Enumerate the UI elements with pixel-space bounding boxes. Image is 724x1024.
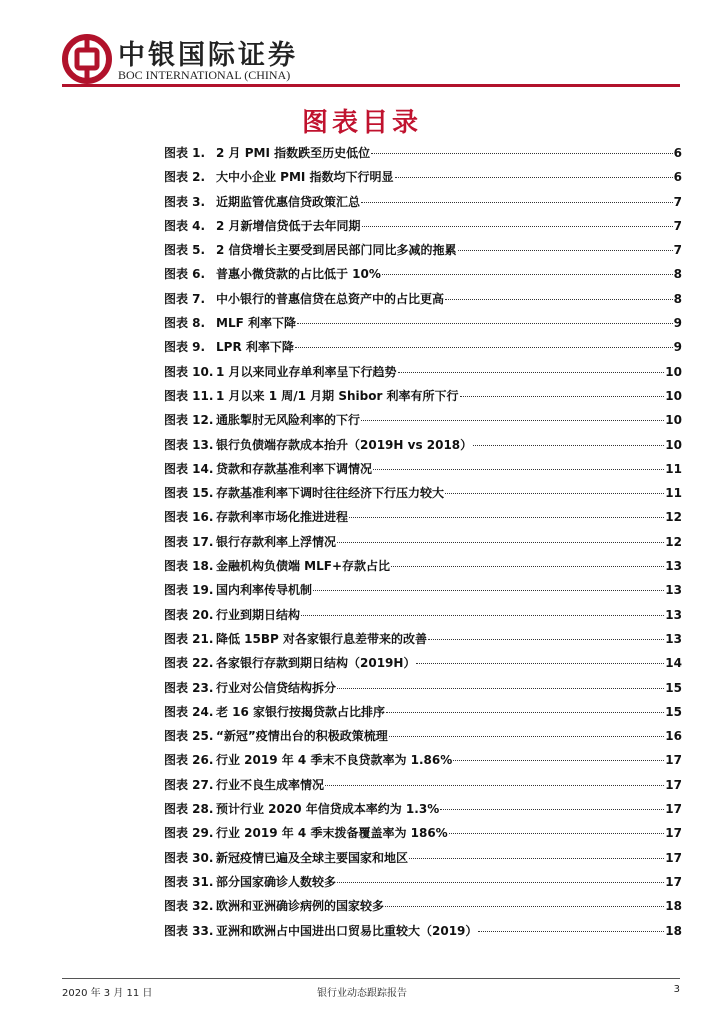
toc-entry-leader — [337, 542, 664, 543]
toc-entry-label: 图表 26. — [164, 753, 214, 768]
toc-entry[interactable] — [164, 508, 682, 532]
toc-entry-page: 7 — [673, 218, 682, 233]
toc-entry-page: 8 — [673, 291, 682, 306]
toc-entry-title: 新冠疫情已遍及全球主要国家和地区 — [216, 850, 409, 865]
toc-entry-leader — [445, 493, 664, 494]
toc-entry-title: 中小银行的普惠信贷在总资产中的占比更高 — [216, 291, 445, 306]
toc-entry-label: 图表 7. — [164, 291, 206, 306]
toc-entry[interactable] — [164, 144, 682, 168]
toc-entry-page: 10 — [665, 413, 682, 428]
toc-entry-page: 10 — [665, 388, 682, 403]
footer-divider — [62, 978, 680, 979]
toc-entry-page: 13 — [665, 583, 682, 598]
toc-entry-label: 图表 17. — [164, 534, 214, 549]
toc-entry-title: 银行存款利率上浮情况 — [216, 534, 337, 549]
toc-entry[interactable] — [164, 606, 682, 630]
toc-entry-label: 图表 8. — [164, 316, 206, 331]
toc-entry-label: 图表 21. — [164, 631, 214, 646]
toc-entry[interactable] — [164, 873, 682, 897]
toc-entry-title: 存款利率市场化推进进程 — [216, 510, 349, 525]
toc-entry-page: 11 — [665, 461, 682, 476]
toc-entry[interactable] — [164, 411, 682, 435]
toc-entry-label: 图表 1. — [164, 146, 206, 160]
toc-entry-leader — [460, 396, 665, 397]
toc-entry-leader — [428, 639, 664, 640]
toc-entry-title: 欧洲和亚洲确诊病例的国家较多 — [216, 899, 385, 914]
toc-entry-leader — [416, 663, 664, 664]
toc-entry[interactable] — [164, 460, 682, 484]
toc-entry[interactable] — [164, 679, 682, 703]
toc-entry-page: 13 — [665, 607, 682, 622]
toc-entry-page: 18 — [665, 923, 682, 938]
toc-entry-label: 图表 33. — [164, 923, 214, 938]
toc-entry[interactable] — [164, 776, 682, 800]
toc-entry-title: 行业 2019 年 4 季末拨备覆盖率为 186% — [216, 826, 448, 841]
toc-entry-page: 9 — [673, 340, 682, 355]
toc-entry-page: 15 — [665, 680, 682, 695]
toc-entry[interactable] — [164, 800, 682, 824]
footer-page-number: 3 — [673, 984, 680, 995]
brand-name-cn: 中银国际证券 — [118, 40, 298, 71]
toc-entry-leader — [349, 517, 664, 518]
toc-entry-title: 行业对公信贷结构拆分 — [216, 680, 337, 695]
toc-entry-title: 通胀掣肘无风险利率的下行 — [216, 413, 361, 428]
toc-entry[interactable] — [164, 751, 682, 775]
toc-entry-label: 图表 2. — [164, 170, 206, 185]
toc-entry-leader — [337, 882, 664, 883]
toc-entry[interactable] — [164, 849, 682, 873]
toc-entry-title: 近期监管优惠信贷政策汇总 — [216, 194, 361, 209]
toc-entry-label: 图表 12. — [164, 413, 214, 428]
toc-entry-title: 老 16 家银行按揭贷款占比排序 — [216, 704, 386, 719]
toc-entry-label: 图表 16. — [164, 510, 214, 525]
toc-entry-page: 17 — [665, 826, 682, 841]
toc-entry-title: 2 月 PMI 指数跌至历史低位 — [216, 146, 371, 160]
toc-entry-leader — [325, 785, 664, 786]
brand-name-en: BOC INTERNATIONAL (CHINA) — [118, 68, 291, 82]
toc-entry-page: 14 — [665, 656, 682, 671]
toc-entry-label: 图表 25. — [164, 729, 214, 744]
toc-entry-label: 图表 15. — [164, 486, 214, 501]
toc-entry-label: 图表 29. — [164, 826, 214, 841]
toc-entry-title: “新冠”疫情出台的积极政策梳理 — [216, 729, 388, 744]
toc-entry-title: 行业不良生成率情况 — [216, 777, 325, 792]
toc-entry[interactable] — [164, 363, 682, 387]
toc-entry-title: 行业到期日结构 — [216, 607, 301, 622]
page-header — [0, 0, 724, 92]
toc-entry-leader — [391, 566, 664, 567]
toc-entry-page: 12 — [665, 510, 682, 525]
toc-entry[interactable] — [164, 217, 682, 241]
toc-entry-title: 1 月以来 1 周/1 月期 Shibor 利率有所下行 — [216, 388, 459, 403]
toc-entry-title: 2 信贷增长主要受到居民部门同比多减的拖累 — [216, 243, 457, 258]
toc-entry-title: LPR 利率下降 — [216, 340, 294, 355]
toc-entry-label: 图表 5. — [164, 243, 206, 258]
page-title: 图表目录 — [301, 108, 422, 138]
toc-entry-page: 17 — [665, 753, 682, 768]
toc-entry-page: 13 — [665, 631, 682, 646]
toc-entry-leader — [458, 250, 673, 251]
toc-entry-leader — [389, 736, 665, 737]
toc-entry-leader — [362, 226, 673, 227]
toc-entry[interactable] — [164, 241, 682, 265]
toc-entry-label: 图表 20. — [164, 607, 214, 622]
toc-entry-leader — [445, 299, 673, 300]
header-divider — [62, 84, 680, 87]
toc-entry[interactable] — [164, 824, 682, 848]
toc-entry-label: 图表 28. — [164, 802, 214, 817]
toc-entry-title: 1 月以来同业存单利率呈下行趋势 — [216, 364, 397, 379]
toc-entry-label: 图表 22. — [164, 656, 214, 671]
toc-entry-page: 15 — [665, 704, 682, 719]
toc-entry-label: 图表 9. — [164, 340, 206, 355]
toc-entry-page: 10 — [665, 364, 682, 379]
toc-entry-label: 图表 6. — [164, 267, 206, 282]
toc-entry[interactable] — [164, 654, 682, 678]
toc-entry-leader — [449, 833, 665, 834]
toc-entry-page: 8 — [673, 267, 682, 282]
toc-entry-page: 7 — [673, 243, 682, 258]
boc-logo-icon — [62, 34, 112, 84]
toc-entry-label: 图表 30. — [164, 850, 214, 865]
toc-entry[interactable] — [164, 557, 682, 581]
toc-entry-title: 亚洲和欧洲占中国进出口贸易比重较大（2019） — [216, 923, 478, 938]
toc-entry-leader — [371, 153, 673, 154]
toc-entry-leader — [313, 590, 664, 591]
toc-entry-title: 银行负债端存款成本抬升（2019H vs 2018） — [216, 437, 473, 452]
toc-entry-page: 10 — [665, 437, 682, 452]
toc-entry-leader — [361, 202, 673, 203]
toc-entry[interactable] — [164, 897, 682, 921]
toc-entry-label: 图表 13. — [164, 437, 214, 452]
toc-entry-leader — [473, 445, 664, 446]
toc-entry-label: 图表 32. — [164, 899, 214, 914]
toc-entry-title: 2 月新增信贷低于去年同期 — [216, 218, 361, 233]
toc-entry-page: 17 — [665, 850, 682, 865]
toc-entry-leader — [382, 274, 673, 275]
toc-entry-page: 12 — [665, 534, 682, 549]
toc-entry-page: 7 — [673, 194, 682, 209]
toc-entry-label: 图表 10. — [164, 364, 214, 379]
toc-entry-label: 图表 24. — [164, 704, 214, 719]
toc-entry-page: 11 — [665, 486, 682, 501]
toc-entry[interactable] — [164, 290, 682, 314]
toc-entry[interactable] — [164, 314, 682, 338]
toc-entry-label: 图表 27. — [164, 777, 214, 792]
toc-entry-title: MLF 利率下降 — [216, 316, 296, 331]
toc-entry-label: 图表 23. — [164, 680, 214, 695]
toc-entry[interactable] — [164, 727, 682, 751]
toc-entry-title: 国内利率传导机制 — [216, 583, 313, 598]
toc-entry[interactable] — [164, 265, 682, 289]
toc-entry-page: 6 — [673, 170, 682, 185]
toc-entry[interactable] — [164, 922, 682, 946]
toc-entry-leader — [373, 469, 664, 470]
toc-entry-label: 图表 18. — [164, 559, 214, 574]
figure-toc-list — [164, 144, 682, 946]
toc-entry-leader — [386, 712, 664, 713]
toc-entry[interactable] — [164, 387, 682, 411]
toc-entry-leader — [398, 372, 665, 373]
toc-entry-label: 图表 19. — [164, 583, 214, 598]
toc-entry[interactable] — [164, 338, 682, 362]
footer-date: 2020 年 3 月 11 日 — [62, 988, 153, 999]
toc-entry-label: 图表 3. — [164, 194, 206, 209]
toc-entry[interactable] — [164, 436, 682, 460]
toc-entry[interactable] — [164, 630, 682, 654]
toc-entry-title: 行业 2019 年 4 季末不良贷款率为 1.86% — [216, 753, 453, 768]
toc-entry-title: 降低 15BP 对各家银行息差带来的改善 — [216, 631, 427, 646]
toc-entry[interactable] — [164, 168, 682, 192]
toc-entry[interactable] — [164, 533, 682, 557]
toc-entry-leader — [295, 347, 673, 348]
toc-entry-leader — [297, 323, 673, 324]
toc-entry-label: 图表 11. — [164, 388, 214, 403]
toc-entry-title: 各家银行存款到期日结构（2019H） — [216, 656, 416, 671]
toc-entry-leader — [385, 906, 664, 907]
toc-entry-leader — [453, 760, 664, 761]
toc-entry[interactable] — [164, 703, 682, 727]
toc-entry-title: 贷款和存款基准利率下调情况 — [216, 461, 373, 476]
toc-entry-leader — [395, 177, 673, 178]
toc-entry-page: 18 — [665, 899, 682, 914]
toc-entry-label: 图表 4. — [164, 218, 206, 233]
toc-entry-title: 预计行业 2020 年信贷成本率约为 1.3% — [216, 802, 440, 817]
toc-entry-page: 9 — [673, 316, 682, 331]
toc-entry-page: 6 — [673, 146, 682, 160]
toc-entry-label: 图表 31. — [164, 874, 214, 889]
toc-entry-page: 16 — [665, 729, 682, 744]
toc-entry-leader — [361, 420, 664, 421]
toc-entry-title: 普惠小微贷款的占比低于 10% — [216, 267, 381, 282]
toc-entry-page: 13 — [665, 559, 682, 574]
toc-entry-leader — [440, 809, 664, 810]
toc-entry-title: 存款基准利率下调时往往经济下行压力较大 — [216, 486, 445, 501]
toc-entry-title: 金融机构负债端 MLF+存款占比 — [216, 559, 391, 574]
toc-entry-page: 17 — [665, 874, 682, 889]
toc-entry[interactable] — [164, 193, 682, 217]
toc-entry-page: 17 — [665, 777, 682, 792]
toc-entry-title: 大中小企业 PMI 指数均下行明显 — [216, 170, 394, 185]
toc-entry-leader — [478, 931, 664, 932]
toc-entry-label: 图表 14. — [164, 461, 214, 476]
toc-entry[interactable] — [164, 484, 682, 508]
toc-entry-leader — [337, 688, 664, 689]
toc-entry-page: 17 — [665, 802, 682, 817]
toc-entry-title: 部分国家确诊人数较多 — [216, 874, 337, 889]
footer-report-name: 银行业动态跟踪报告 — [317, 988, 407, 999]
toc-entry-leader — [301, 615, 664, 616]
toc-entry[interactable] — [164, 581, 682, 605]
toc-entry-leader — [409, 858, 664, 859]
